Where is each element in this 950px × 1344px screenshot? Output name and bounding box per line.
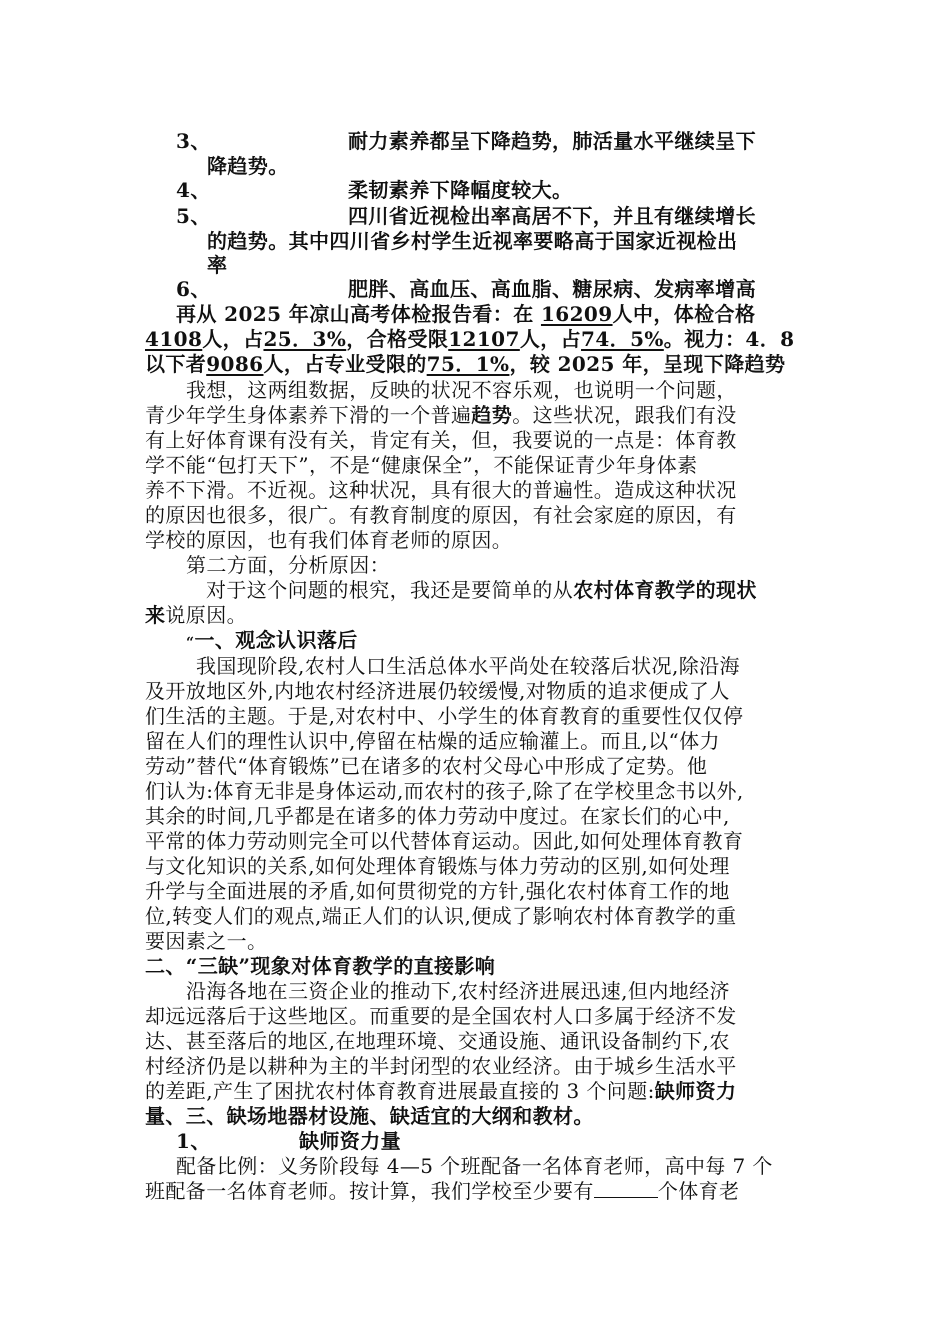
heading-mark: “ xyxy=(186,635,195,651)
stats-number: 16209 xyxy=(540,302,613,326)
para1-line: 的原因也很多，很广。有教育制度的原因，有社会家庭的原因，有 xyxy=(145,503,737,527)
section-heading: 第二方面，分析原因： xyxy=(186,553,390,577)
para1-line: 养不下滑。不近视。这种状况，具有很大的普遍性。造成这种状况 xyxy=(145,478,737,502)
intro-line xyxy=(145,602,247,628)
para2-line: 与文化知识的关系,如何处理体育锻炼与体力劳动的区别,如何处理 xyxy=(145,854,730,878)
para3-emphasis: 缺师资力 xyxy=(654,1079,737,1103)
fill-in-blank xyxy=(594,1179,658,1198)
para4-text: 班配备一名体育老师。按计算，我们学校至少要有 xyxy=(145,1179,594,1203)
para3-line: 达、甚至落后的地区,在地理环境、交通设施、通讯设备制约下,农 xyxy=(145,1029,730,1053)
intro-emphasis: 来 xyxy=(145,603,166,627)
stats-text: 。视力：4．8 xyxy=(663,327,795,351)
para1-line: 学校的原因，也有我们体育老师的原因。 xyxy=(145,528,513,552)
sub-heading-number: 1、 xyxy=(176,1129,211,1153)
list-item-3-number: 3、 xyxy=(176,129,211,153)
intro-emphasis: 农村体育教学的现状 xyxy=(573,578,757,602)
para2-line: 升学与全面进展的矛盾,如何贯彻党的方针,强化农村体育工作的地 xyxy=(145,879,730,903)
stats-line-3 xyxy=(145,351,785,377)
stats-number: 12107 xyxy=(448,327,520,351)
para1-emphasis: 趋势 xyxy=(471,403,513,427)
para4-text: 个体育老 xyxy=(657,1179,740,1203)
para2-line: 们生活的主题。于是,对农村中、小学生的体育教育的重要性仅仅停 xyxy=(145,704,744,728)
para3-line: 村经济仍是以耕种为主的半封闭型的农业经济。由于城乡生活水平 xyxy=(145,1054,737,1078)
stats-number: 25．3% xyxy=(263,327,347,351)
heading-one xyxy=(186,627,358,653)
stats-text: 以下者 xyxy=(145,352,207,376)
intro-line xyxy=(206,577,757,603)
stats-text: 人，占专业受限的 xyxy=(263,352,427,376)
para3-line: 沿海各地在三资企业的推动下,农村经济进展迅速,但内地经济 xyxy=(186,979,730,1003)
para2-line: 其余的时间,几乎都是在诸多的体力劳动中度过。在家长们的心中, xyxy=(145,804,730,828)
stats-line-2 xyxy=(145,326,794,352)
heading-text: 一、观念认识落后 xyxy=(194,628,358,652)
list-item-5-cont1: 的趋势。其中四川省乡村学生近视率要略高于国家近视检出 xyxy=(207,229,738,253)
para2-line: 位,转变人们的观点,端正人们的认识,便成了影响农村体育教学的重 xyxy=(145,904,737,928)
para1-line: 我想，这两组数据，反映的状况不容乐观，也说明一个问题， xyxy=(186,378,737,402)
stats-text: 人中，体检合格 xyxy=(612,302,756,326)
para1-line: 有上好体育课有没有关，肯定有关，但，我要说的一点是：体育教 xyxy=(145,428,737,452)
list-item-4-text: 柔韧素养下降幅度较大。 xyxy=(348,178,573,202)
para4-line xyxy=(145,1178,739,1204)
list-item-6-text: 肥胖、高血压、高血脂、糖尿病、发病率增高 xyxy=(348,277,756,301)
para1-line: 学不能“包打天下”，不是“健康保全”，不能保证青少年身体素 xyxy=(145,453,698,477)
stats-number: 74．5% xyxy=(581,327,664,351)
para1-text: 。这些状况，跟我们有没 xyxy=(512,403,737,427)
stats-number: 75．1% xyxy=(426,352,510,376)
para3-line: 却远远落后于这些地区。而重要的是全国农村人口多属于经济不发 xyxy=(145,1004,737,1028)
para2-line: 要因素之一。 xyxy=(145,929,268,953)
list-item-5-text: 四川省近视检出率高居不下，并且有继续增长 xyxy=(348,204,756,228)
intro-text: 对于这个问题的根究，我还是要简单的从 xyxy=(206,578,574,602)
stats-line-1 xyxy=(176,301,755,327)
stats-text: ，合格受限 xyxy=(346,327,449,351)
para2-line: 平常的体力劳动则完全可以代替体育运动。因此,如何处理体育教育 xyxy=(145,829,744,853)
sub-heading-text: 缺师资力量 xyxy=(299,1129,401,1153)
stats-text: 再从 2025 年凉山高考体检报告看：在 xyxy=(176,302,541,326)
para3-line: 量、三、缺场地器材设施、缺适宜的大纲和教材。 xyxy=(145,1104,594,1128)
para3-line xyxy=(145,1078,736,1104)
list-item-5-number: 5、 xyxy=(176,204,211,228)
para3-text: 的差距,产生了困扰农村体育教育进展最直接的 3 个问题: xyxy=(145,1079,655,1103)
list-item-3-text: 耐力素养都呈下降趋势，肺活量水平继续呈下 xyxy=(348,129,756,153)
para1-text: 青少年学生身体素养下滑的一个普遍 xyxy=(145,403,472,427)
stats-text: 人，占 xyxy=(519,327,582,351)
para4-line: 配备比例：义务阶段每 4—5 个班配备一名体育老师，高中每 7 个 xyxy=(176,1154,773,1178)
para2-line: 我国现阶段,农村人口生活总体水平尚处在较落后状况,除沿海 xyxy=(196,654,740,678)
stats-number: 9086 xyxy=(206,352,264,376)
stats-text: 人，占 xyxy=(202,327,264,351)
para1-line xyxy=(145,402,737,428)
list-item-6-number: 6、 xyxy=(176,277,211,301)
para2-line: 及开放地区外,内地农村经济进展仍较缓慢,对物质的追求便成了人 xyxy=(145,679,730,703)
stats-number: 4108 xyxy=(145,327,203,351)
para2-line: 们认为:体育无非是身体运动,而农村的孩子,除了在学校里念书以外, xyxy=(145,779,744,803)
para2-line: 劳动”替代“体育锻炼”已在诸多的农村父母心中形成了定势。他 xyxy=(145,754,708,778)
list-item-3-cont: 降趋势。 xyxy=(207,154,289,178)
heading-two: 二、“三缺”现象对体育教学的直接影响 xyxy=(145,954,496,978)
intro-text: 说原因。 xyxy=(165,603,248,627)
stats-text: ，较 2025 年，呈现下降趋势 xyxy=(509,352,786,376)
list-item-5-cont2: 率 xyxy=(207,253,228,277)
para2-line: 留在人们的理性认识中,停留在枯燥的适应输灌上。而且,以“体力 xyxy=(145,729,720,753)
list-item-4-number: 4、 xyxy=(176,178,211,202)
